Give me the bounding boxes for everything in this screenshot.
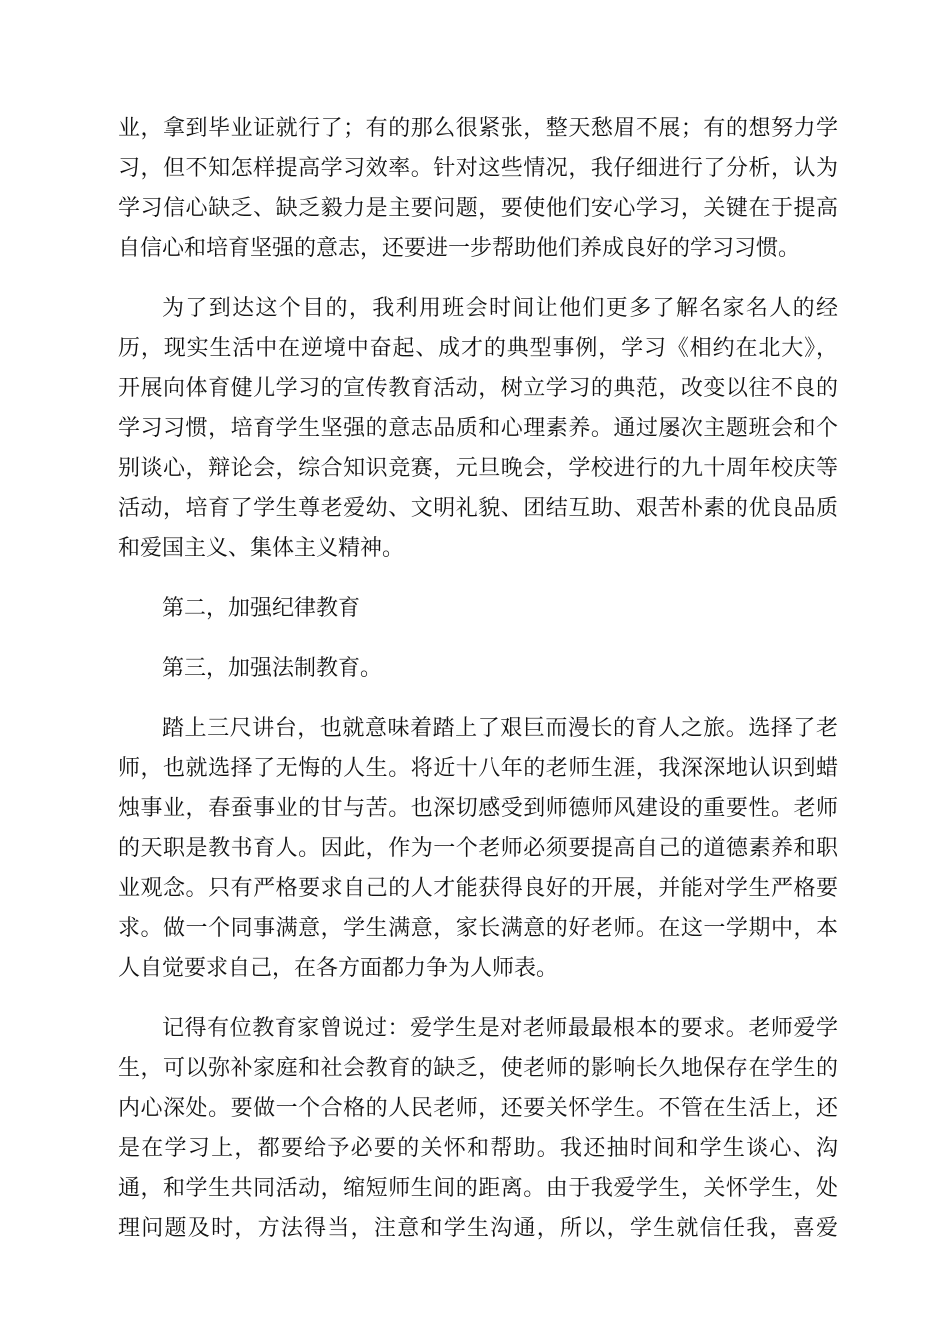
paragraph-heading-legal: [118, 649, 838, 689]
text-line: 烛事业，春蚕事业的甘与苦。也深切感受到师德师风建设的重要性。老师: [118, 796, 838, 821]
text-line: 通，和学生共同活动，缩短师生间的距离。由于我爱学生，关怀学生，处: [118, 1176, 838, 1201]
text-line: 学习习惯，培育学生坚强的意志品质和心理素养。通过屡次主题班会和个: [118, 416, 838, 441]
text-line: 求。做一个同事满意，学生满意，家长满意的好老师。在这一学期中，本: [118, 916, 838, 941]
text-line: 学习信心缺乏、缺乏毅力是主要问题，要使他们安心学习，关键在于提高: [118, 196, 838, 221]
text-line: 是在学习上，都要给予必要的关怀和帮助。我还抽时间和学生谈心、沟: [118, 1136, 838, 1161]
text-line: 生，可以弥补家庭和社会教育的缺乏，使老师的影响长久地保存在学生的: [118, 1056, 838, 1081]
text-line: 踏上三尺讲台，也就意味着踏上了艰巨而漫长的育人之旅。选择了老: [162, 716, 838, 741]
text-line: 为了到达这个目的，我利用班会时间让他们更多了解名家名人的经: [162, 296, 838, 321]
text-line: 别谈心，辩论会，综合知识竞赛，元旦晚会，学校进行的九十周年校庆等: [118, 456, 838, 481]
text-line: 自信心和培育坚强的意志，还要进一步帮助他们养成良好的学习习惯。: [118, 236, 801, 261]
document-body: [118, 109, 838, 1249]
text-line: 人自觉要求自己，在各方面都力争为人师表。: [118, 956, 559, 981]
text-line: 的天职是教书育人。因此，作为一个老师必须要提高自己的道德素养和职: [118, 836, 838, 861]
text-line: 理问题及时，方法得当，注意和学生沟通，所以，学生就信任我，喜爱: [118, 1216, 838, 1241]
paragraph-heading-discipline: [118, 589, 838, 629]
paragraph-6: [118, 1009, 838, 1249]
paragraph-2: [118, 289, 838, 569]
text-line: 师，也就选择了无悔的人生。将近十八年的老师生涯，我深深地认识到蜡: [118, 756, 838, 781]
text-line: 活动，培育了学生尊老爱幼、文明礼貌、团结互助、艰苦朴素的优良品质: [118, 496, 838, 521]
text-line: 第二，加强纪律教育: [162, 596, 361, 621]
paragraph-1: [118, 109, 838, 269]
text-line: 内心深处。要做一个合格的人民老师，还要关怀学生。不管在生活上，还: [118, 1096, 838, 1121]
text-line: 业观念。只有严格要求自己的人才能获得良好的开展，并能对学生严格要: [118, 876, 838, 901]
text-line: 历，现实生活中在逆境中奋起、成才的典型事例，学习《相约在北大》，: [118, 336, 838, 361]
text-line: 第三，加强法制教育。: [162, 656, 383, 681]
text-line: 习，但不知怎样提高学习效率。针对这些情况，我仔细进行了分析，认为: [118, 156, 838, 181]
paragraph-5: [118, 709, 838, 989]
text-line: 业，拿到毕业证就行了；有的那么很紧张，整天愁眉不展；有的想努力学: [118, 116, 838, 141]
text-line: 开展向体育健儿学习的宣传教育活动，树立学习的典范，改变以往不良的: [118, 376, 838, 401]
text-line: 记得有位教育家曾说过：爱学生是对老师最最根本的要求。老师爱学: [162, 1016, 838, 1041]
text-line: 和爱国主义、集体主义精神。: [118, 536, 405, 561]
